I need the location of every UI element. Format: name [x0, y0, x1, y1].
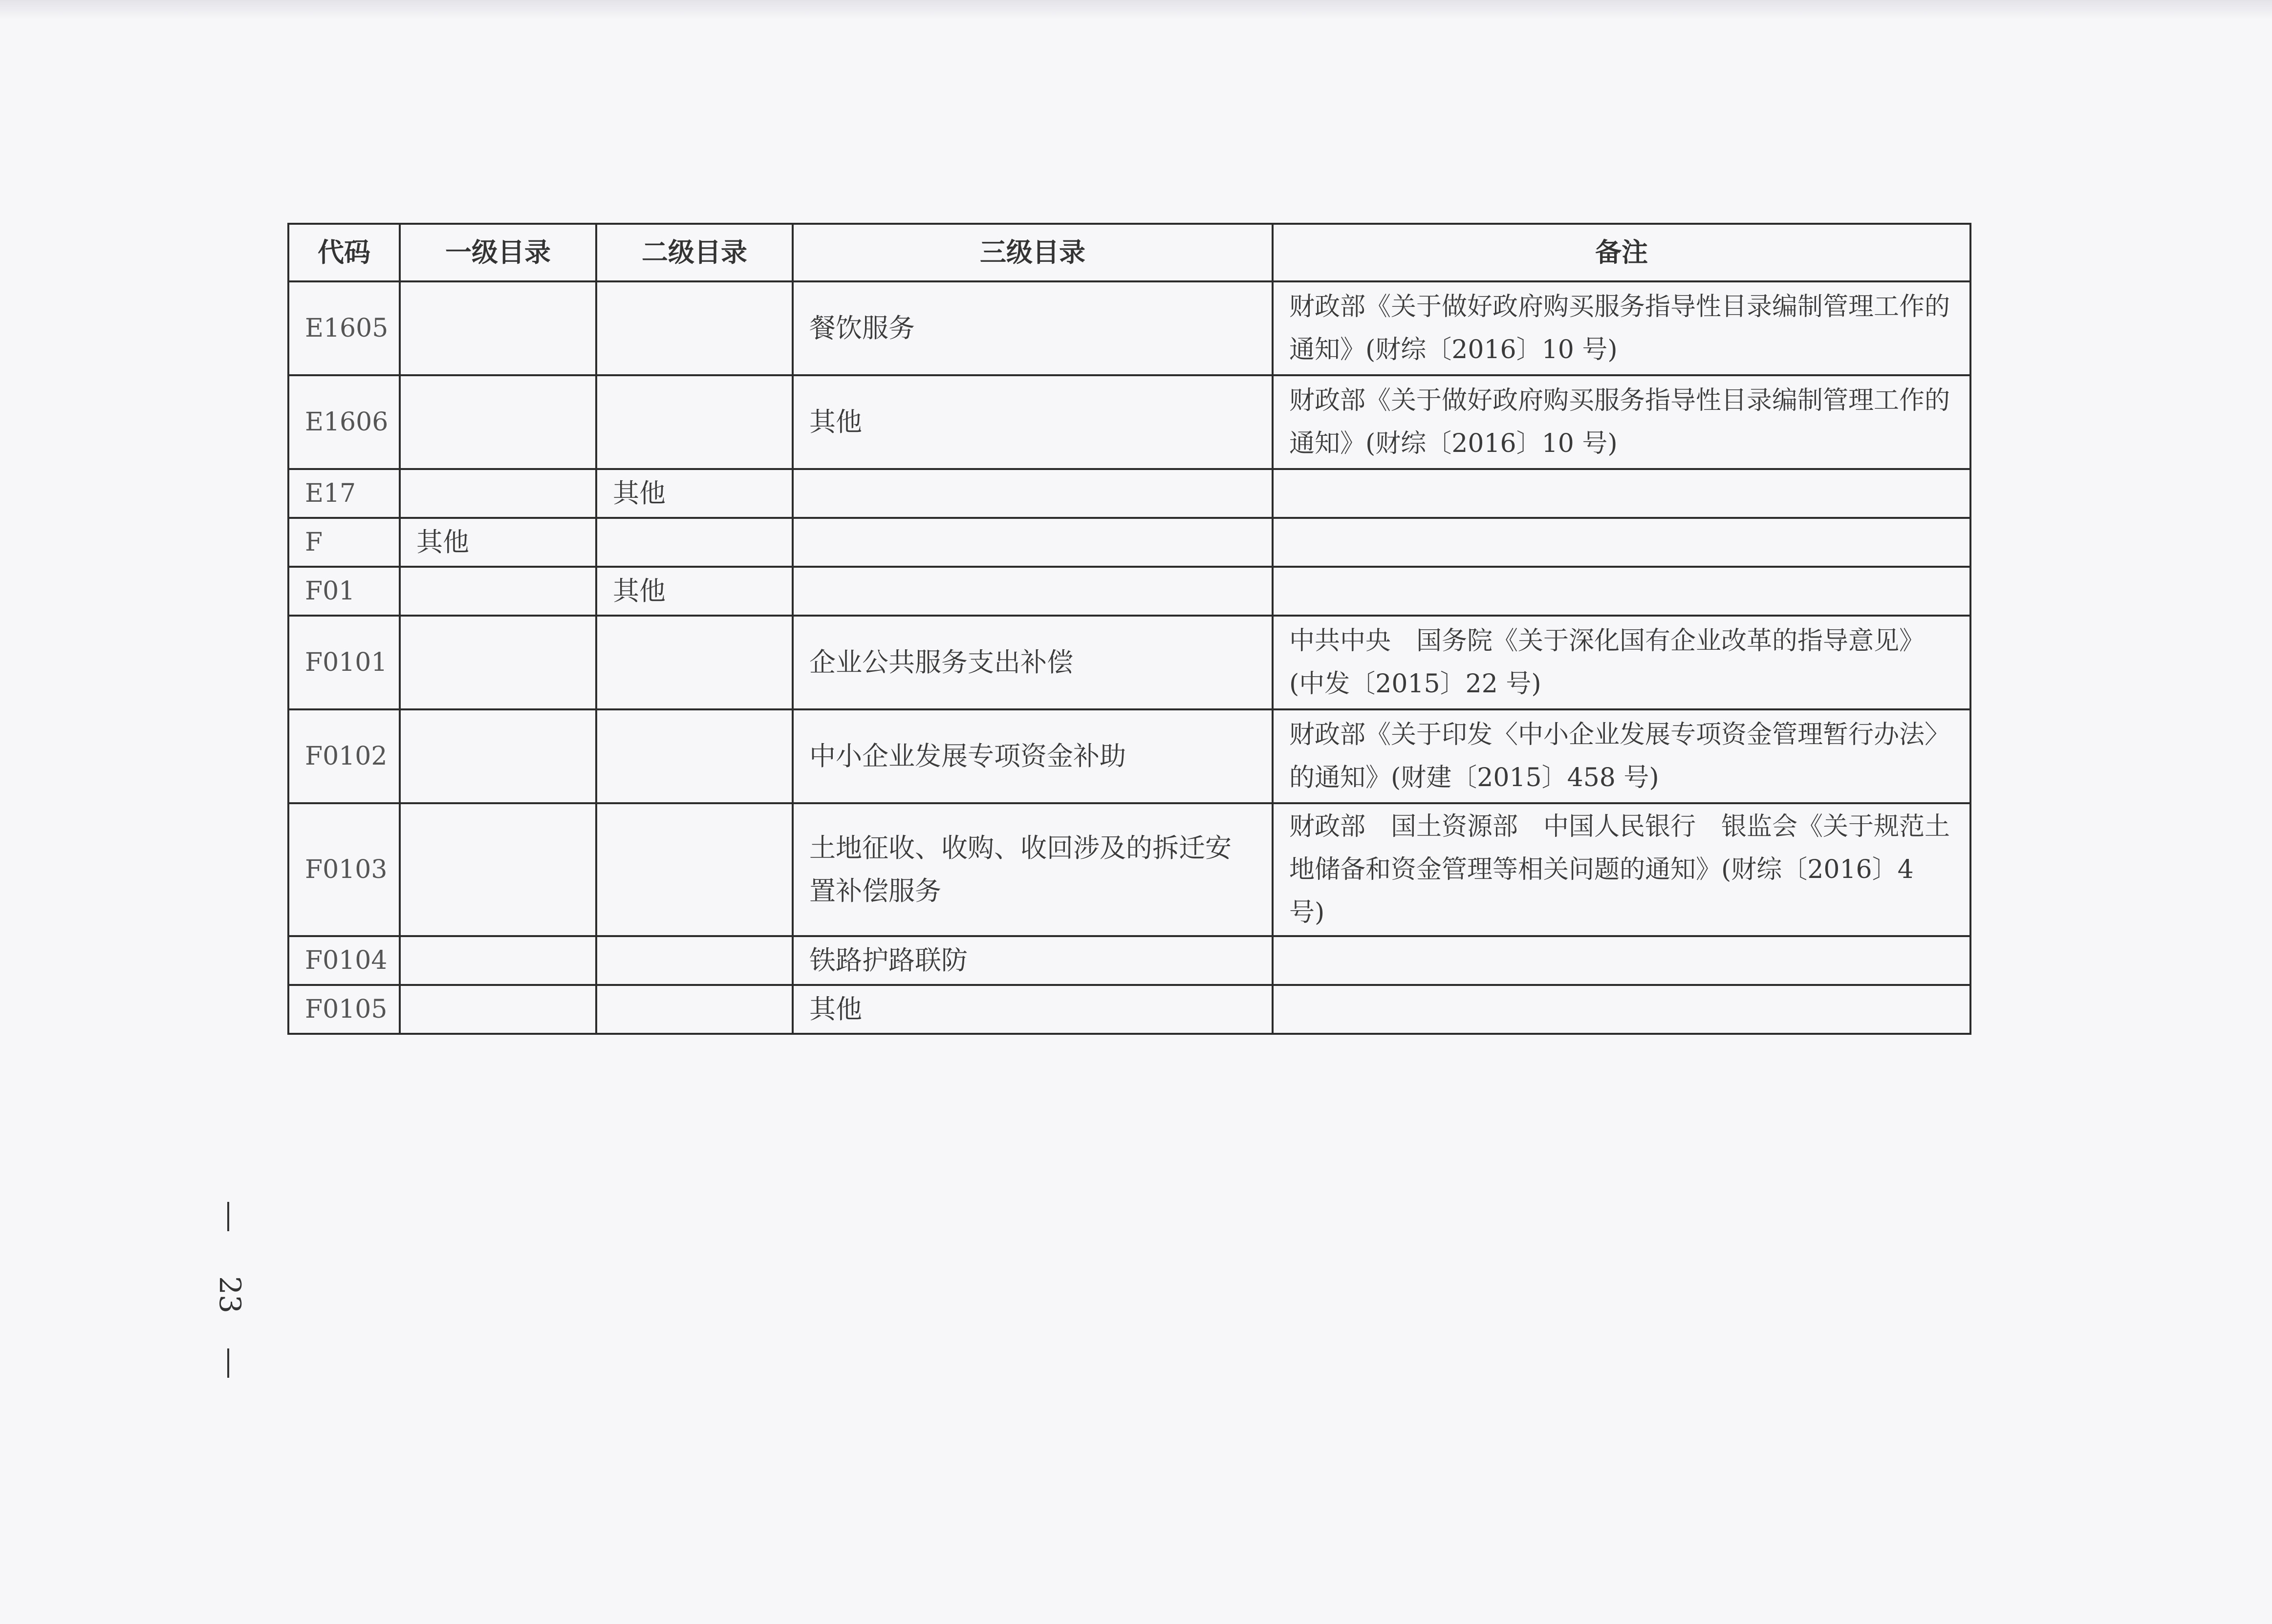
cell-level3: 铁路护路联防 — [793, 936, 1273, 985]
scan-edge-shadow — [0, 0, 2272, 20]
cell-level3: 企业公共服务支出补偿 — [793, 616, 1273, 709]
cell-level2 — [596, 375, 793, 469]
table-row — [288, 936, 1970, 985]
cell-note: 财政部《关于做好政府购买服务指导性目录编制管理工作的通知》(财综〔2016〕10 号) — [1273, 281, 1970, 375]
cell-code: F0105 — [288, 985, 400, 1034]
page-number — [205, 1202, 254, 1378]
cell-level2 — [596, 936, 793, 985]
table-row — [288, 985, 1970, 1034]
cell-code: F0104 — [288, 936, 400, 985]
cell-code: F — [288, 518, 400, 567]
cell-level3 — [793, 518, 1273, 567]
cell-code: E1605 — [288, 281, 400, 375]
cell-level2: 其他 — [596, 469, 793, 518]
cell-level1 — [400, 375, 596, 469]
cell-level1 — [400, 985, 596, 1034]
cell-code: E1606 — [288, 375, 400, 469]
page-number-dash-bottom — [227, 1348, 229, 1378]
cell-level3: 其他 — [793, 985, 1273, 1034]
cell-code: F0101 — [288, 616, 400, 709]
cell-level3 — [793, 567, 1273, 616]
cell-code: E17 — [288, 469, 400, 518]
cell-level3: 土地征收、收购、收回涉及的拆迁安置补偿服务 — [793, 803, 1273, 936]
table-header-row — [288, 224, 1970, 281]
cell-note — [1273, 469, 1970, 518]
cell-level3: 其他 — [793, 375, 1273, 469]
cell-note: 中共中央 国务院《关于深化国有企业改革的指导意见》(中发〔2015〕22 号) — [1273, 616, 1970, 709]
cell-level2 — [596, 803, 793, 936]
catalog-table — [287, 223, 1971, 1035]
cell-level2 — [596, 518, 793, 567]
cell-level1 — [400, 281, 596, 375]
cell-level2: 其他 — [596, 567, 793, 616]
table-row — [288, 803, 1970, 936]
cell-code: F0103 — [288, 803, 400, 936]
cell-note: 财政部《关于印发〈中小企业发展专项资金管理暂行办法〉的通知》(财建〔2015〕458 号) — [1273, 709, 1970, 803]
table-row — [288, 375, 1970, 469]
cell-level1: 其他 — [400, 518, 596, 567]
cell-note: 财政部《关于做好政府购买服务指导性目录编制管理工作的通知》(财综〔2016〕10 号) — [1273, 375, 1970, 469]
table-row — [288, 469, 1970, 518]
header-level3: 三级目录 — [793, 224, 1273, 281]
cell-note — [1273, 567, 1970, 616]
table-row — [288, 616, 1970, 709]
cell-level1 — [400, 469, 596, 518]
table-row — [288, 709, 1970, 803]
header-level2: 二级目录 — [596, 224, 793, 281]
cell-level3: 中小企业发展专项资金补助 — [793, 709, 1273, 803]
cell-level2 — [596, 616, 793, 709]
table-row — [288, 567, 1970, 616]
cell-code: F0102 — [288, 709, 400, 803]
page-number-text: 23 — [213, 1276, 247, 1314]
table-row — [288, 518, 1970, 567]
cell-level2 — [596, 985, 793, 1034]
cell-level2 — [596, 709, 793, 803]
cell-level2 — [596, 281, 793, 375]
cell-level1 — [400, 709, 596, 803]
cell-level3: 餐饮服务 — [793, 281, 1273, 375]
cell-level1 — [400, 567, 596, 616]
cell-level1 — [400, 803, 596, 936]
cell-code: F01 — [288, 567, 400, 616]
cell-level3 — [793, 469, 1273, 518]
cell-note — [1273, 518, 1970, 567]
cell-note: 财政部 国土资源部 中国人民银行 银监会《关于规范土地储备和资金管理等相关问题的通知》(财综〔2016〕4 号) — [1273, 803, 1970, 936]
cell-note — [1273, 936, 1970, 985]
table-row — [288, 281, 1970, 375]
cell-level1 — [400, 616, 596, 709]
cell-note — [1273, 985, 1970, 1034]
header-note: 备注 — [1273, 224, 1970, 281]
header-code: 代码 — [288, 224, 400, 281]
header-level1: 一级目录 — [400, 224, 596, 281]
cell-level1 — [400, 936, 596, 985]
page-number-dash-top — [227, 1202, 229, 1231]
